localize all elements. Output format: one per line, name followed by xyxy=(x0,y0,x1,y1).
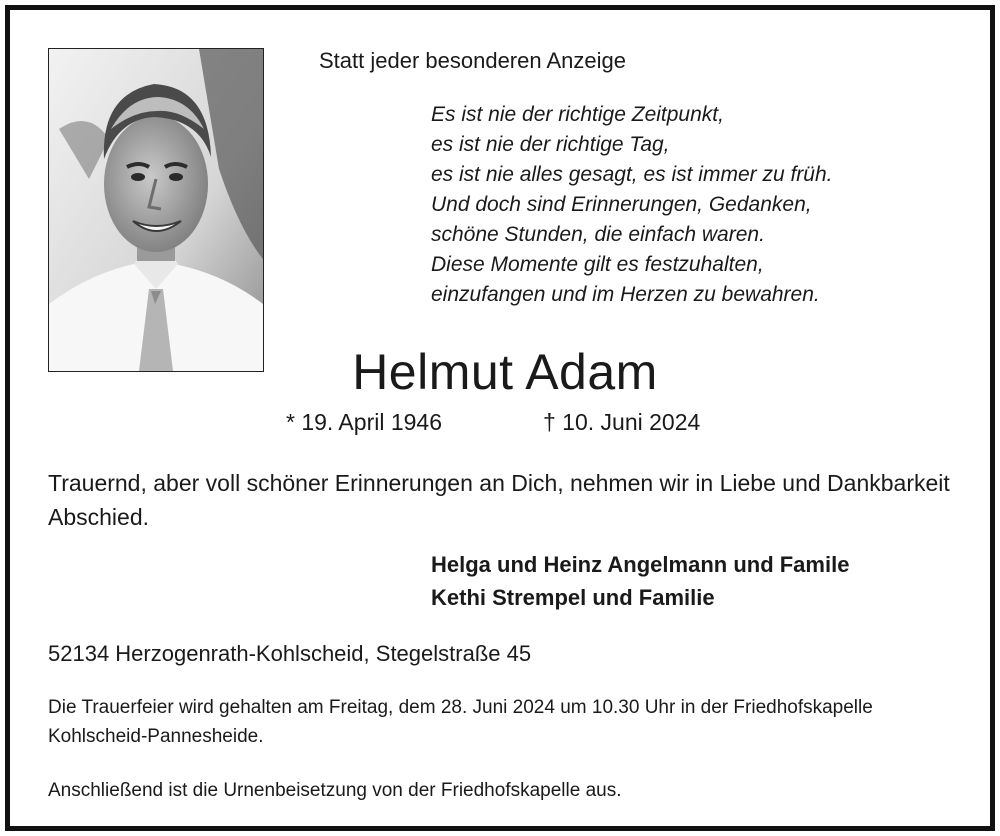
poem-line: Diese Momente gilt es festzuhalten, xyxy=(431,253,764,276)
deceased-name: Helmut Adam xyxy=(352,344,658,400)
family-address: 52134 Herzogenrath-Kohlscheid, Stegelstraße 45 xyxy=(48,641,532,666)
family-name: Helga und Heinz Angelmann und Famile xyxy=(431,552,850,577)
burial-info: Anschließend ist die Urnenbeisetzung von der Friedhofskapelle aus. xyxy=(48,780,622,801)
portrait-image xyxy=(49,49,263,371)
poem-line: Und doch sind Erinnerungen, Gedanken, xyxy=(431,193,812,216)
death-date: † 10. Juni 2024 xyxy=(543,409,701,435)
poem-line: es ist nie der richtige Tag, xyxy=(431,133,670,156)
notice-header: Statt jeder besonderen Anzeige xyxy=(319,48,627,73)
portrait-photo xyxy=(48,48,264,372)
poem-line: es ist nie alles gesagt, es ist immer zu früh. xyxy=(431,163,833,186)
family-signatures xyxy=(431,548,849,614)
birth-date: * 19. April 1946 xyxy=(286,409,443,435)
poem-line: einzufangen und im Herzen zu bewahren. xyxy=(431,283,820,306)
obituary-frame xyxy=(5,5,995,831)
family-name: Kethi Strempel und Familie xyxy=(431,585,715,610)
ceremony-info: Die Trauerfeier wird gehalten am Freitag, dem 28. Juni 2024 um 10.30 Uhr in der Friedhofskapelle Kohlscheid-Pannesheide. xyxy=(48,697,873,747)
mourning-message: Trauernd, aber voll schöner Erinnerungen an Dich, nehmen wir in Liebe und Dankbarkeit Abschied. xyxy=(48,470,950,530)
poem xyxy=(431,100,833,310)
poem-line: schöne Stunden, die einfach waren. xyxy=(431,223,765,246)
poem-line: Es ist nie der richtige Zeitpunkt, xyxy=(431,103,724,126)
